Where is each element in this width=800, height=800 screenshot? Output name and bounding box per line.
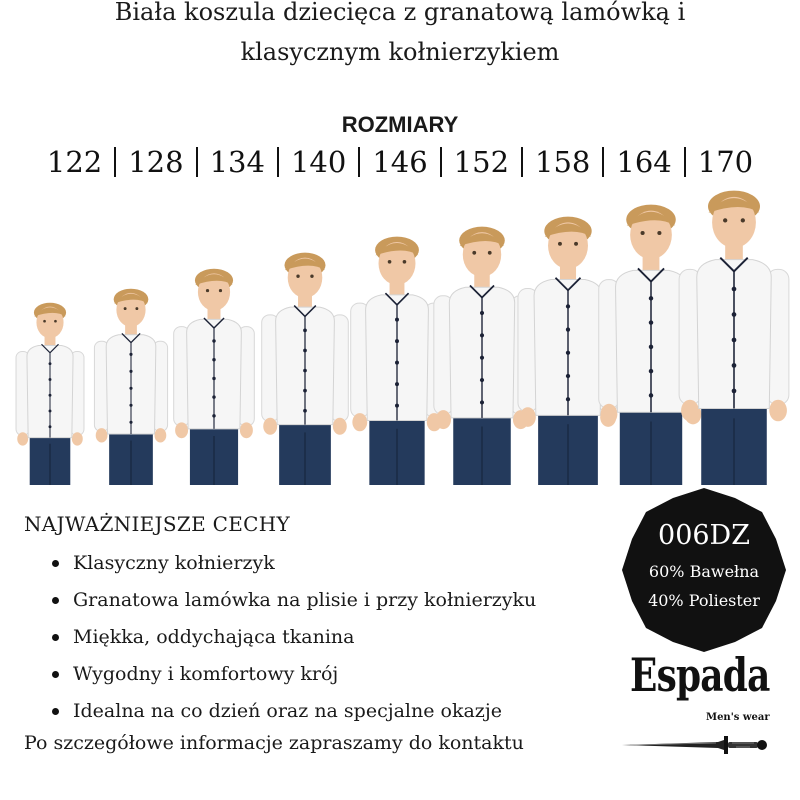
brand-tagline: Men's wear: [706, 712, 770, 723]
bullet-icon: [52, 560, 59, 567]
feature-item: [48, 585, 536, 622]
boy-figure: [94, 289, 167, 485]
features-heading: NAJWAŻNIEJSZE CECHY: [24, 512, 290, 536]
feature-text: Wygodny i komfortowy krój: [73, 663, 339, 685]
feature-item: [48, 548, 536, 585]
material-cotton: 60% Bawełna: [648, 562, 760, 581]
boy-figure: [434, 227, 530, 485]
boy-figure: [16, 303, 84, 485]
feature-item: [48, 659, 536, 696]
boy-figure: [262, 253, 349, 485]
size-170: 170: [697, 145, 754, 179]
size-140: 140: [290, 145, 347, 179]
feature-text: Klasyczny kołnierzyk: [73, 552, 275, 574]
product-photo: [0, 185, 800, 485]
bullet-icon: [52, 671, 59, 678]
contact-footer: Po szczegółowe informacje zapraszamy do kontaktu: [24, 732, 524, 754]
product-title-line-1: Biała koszula dziecięca z granatową lamówką i: [114, 0, 686, 26]
size-128: 128: [128, 145, 184, 179]
product-title: [0, 0, 800, 72]
size-146: 146: [372, 145, 428, 179]
boy-figure: [679, 191, 789, 485]
boy-figure: [174, 269, 255, 485]
sword-icon: [620, 728, 772, 760]
sizes-row: [0, 142, 800, 182]
bullet-icon: [52, 634, 59, 641]
feature-text: Idealna na co dzień oraz na specjalne okazje: [73, 700, 502, 722]
feature-item: [48, 696, 536, 733]
size-152: 152: [453, 145, 510, 179]
bullet-icon: [52, 597, 59, 604]
size-134: 134: [209, 145, 265, 179]
bullet-icon: [52, 708, 59, 715]
product-title-line-2: klasycznym kołnierzykiem: [240, 38, 560, 66]
material-polyester: 40% Poliester: [648, 591, 760, 610]
feature-text: Miękka, oddychająca tkanina: [73, 626, 355, 648]
features-list: [48, 548, 536, 733]
boy-figure: [351, 237, 444, 485]
feature-item: [48, 622, 536, 659]
feature-text: Granatowa lamówka na plisie i przy kołnierzyku: [73, 589, 537, 611]
brand-logo: Espada: [630, 648, 770, 702]
size-122: 122: [46, 145, 103, 179]
sizes-heading: ROZMIARY: [341, 112, 459, 137]
size-158: 158: [535, 145, 591, 179]
product-code: 006DZ: [658, 520, 750, 551]
size-164: 164: [616, 145, 672, 179]
